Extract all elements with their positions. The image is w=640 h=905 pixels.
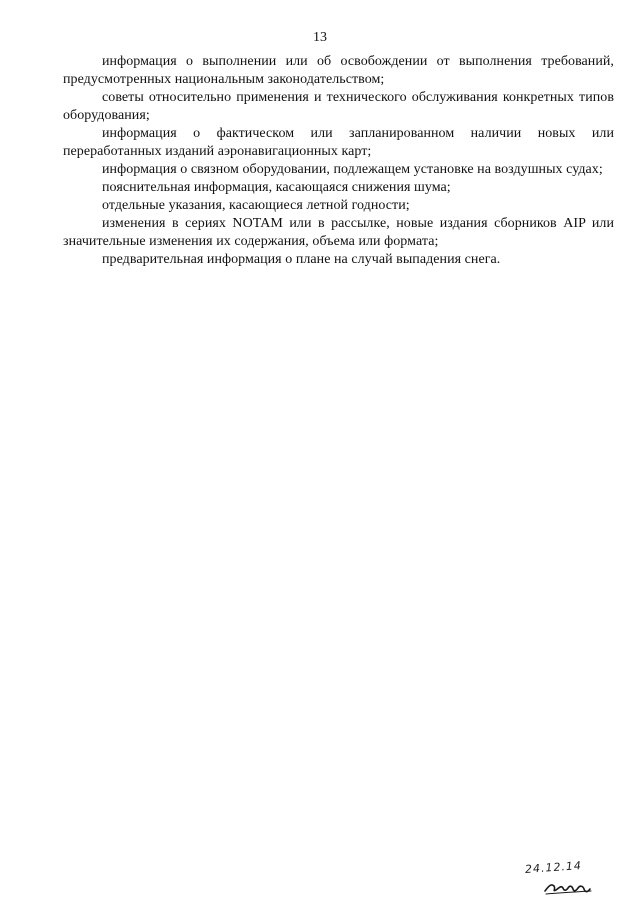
- signature-initials-icon: [543, 877, 595, 897]
- signature-date: 24.12.14: [524, 859, 583, 876]
- paragraph: пояснительная информация, касающаяся снижения шума;: [102, 180, 451, 195]
- document-body: [63, 53, 614, 269]
- paragraph: предварительная информация о плане на случай выпадения снега.: [102, 252, 501, 267]
- page-number: 13: [313, 30, 327, 45]
- paragraph: изменения в сериях NOTAM или в рассылке, новые издания сборников AIP или значительные изменения их содержания, объема или формата;: [63, 216, 614, 249]
- paragraph: советы относительно применения и технического обслуживания конкретных типов оборудования;: [63, 90, 614, 123]
- paragraph: информация о связном оборудовании, подлежащем установке на воздушных судах;: [102, 162, 603, 177]
- paragraph: информация о выполнении или об освобождении от выполнения требований, предусмотренных национальным законодательством;: [63, 54, 614, 87]
- paragraph: отдельные указания, касающиеся летной годности;: [102, 198, 410, 213]
- paragraph: информация о фактическом или запланированном наличии новых или переработанных изданий аэронавигационных карт;: [63, 126, 614, 159]
- handwritten-signature: [524, 859, 605, 898]
